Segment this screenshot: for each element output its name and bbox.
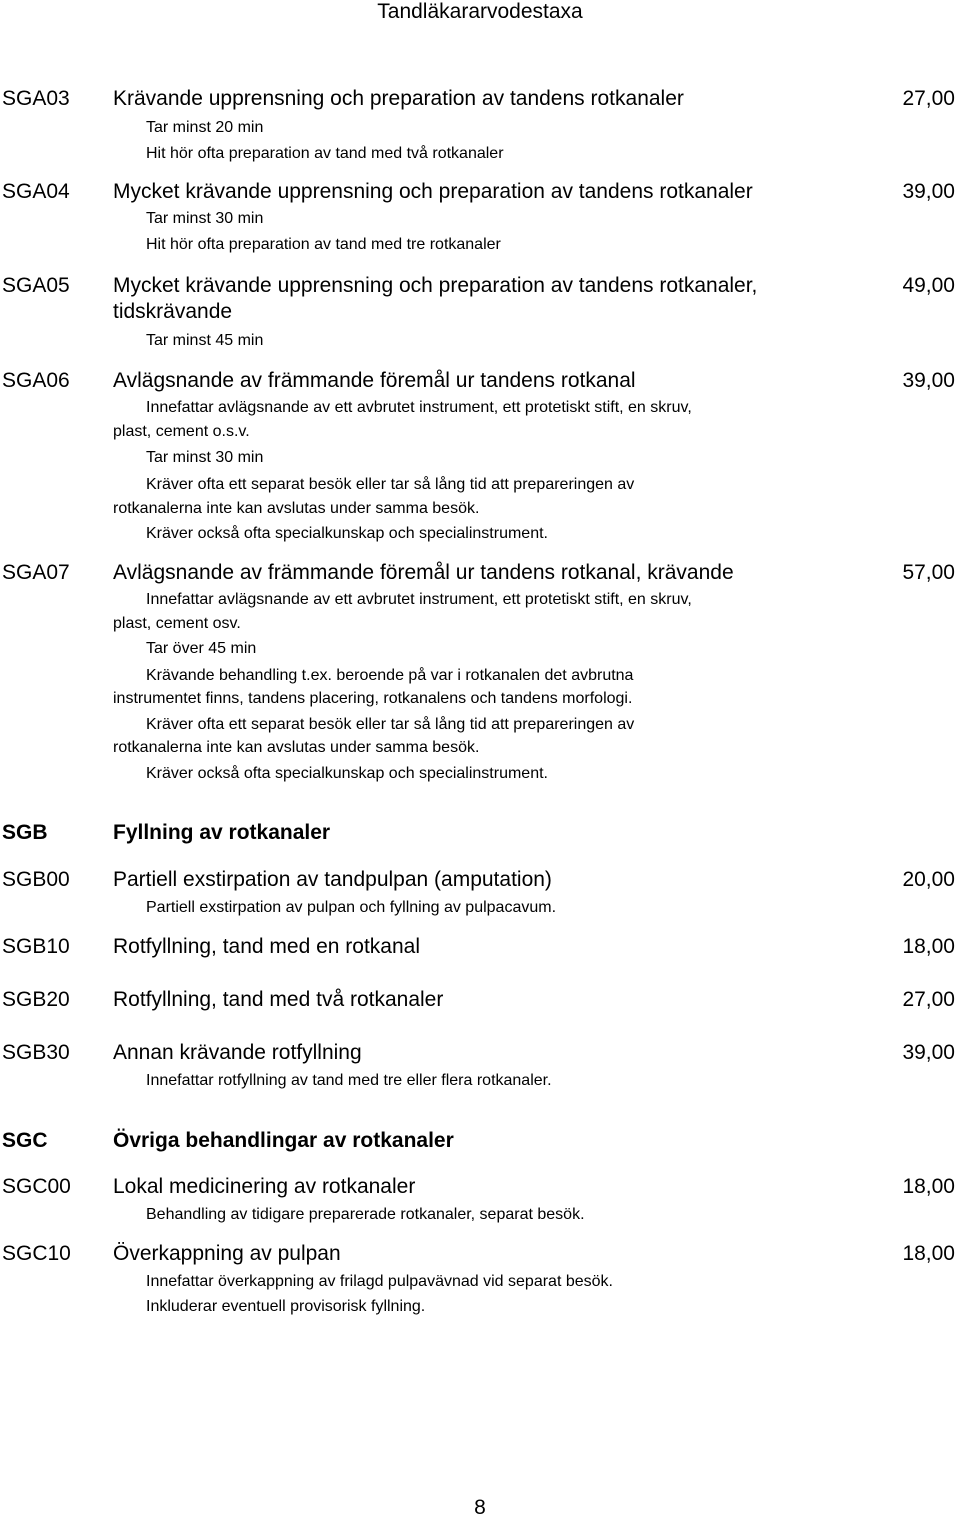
procedure-note: rotkanalerna inte kan avslutas under samma besök. <box>113 739 480 756</box>
procedure-price: 27,00 <box>902 87 955 110</box>
procedure-code: SGA04 <box>2 180 70 203</box>
procedure-title: Lokal medicinering av rotkanaler <box>113 1175 416 1198</box>
procedure-note: Tar över 45 min <box>146 640 257 657</box>
procedure-note: Innefattar överkappning av frilagd pulpavävnad vid separat besök. <box>146 1273 613 1290</box>
procedure-note: Innefattar avlägsnande av ett avbrutet instrument, ett protetiskt stift, en skruv, <box>146 591 692 608</box>
page-header: Tandläkararvodestaxa <box>377 0 583 23</box>
page-number: 8 <box>474 1496 486 1519</box>
procedure-code: SGA03 <box>2 87 70 110</box>
procedure-note: Innefattar rotfyllning av tand med tre eller flera rotkanaler. <box>146 1072 552 1089</box>
procedure-title: Mycket krävande upprensning och preparation av tandens rotkanaler, <box>113 274 758 297</box>
procedure-note: Tar minst 30 min <box>146 210 264 227</box>
procedure-price: 18,00 <box>902 935 955 958</box>
procedure-code: SGA07 <box>2 561 70 584</box>
procedure-note: Tar minst 30 min <box>146 449 264 466</box>
procedure-title-continued: tidskrävande <box>113 300 233 323</box>
procedure-note: Kräver också ofta specialkunskap och specialinstrument. <box>146 765 548 782</box>
section-title: Fyllning av rotkanaler <box>113 821 331 844</box>
procedure-price: 27,00 <box>902 988 955 1011</box>
procedure-note: Kräver också ofta specialkunskap och specialinstrument. <box>146 525 548 542</box>
procedure-note: Krävande behandling t.ex. beroende på var i rotkanalen det avbrutna <box>146 667 634 684</box>
procedure-price: 18,00 <box>902 1242 955 1265</box>
procedure-price: 39,00 <box>902 1041 955 1064</box>
procedure-code: SGB30 <box>2 1041 70 1064</box>
procedure-title: Rotfyllning, tand med två rotkanaler <box>113 988 444 1011</box>
procedure-note: Partiell exstirpation av pulpan och fyllning av pulpacavum. <box>146 899 557 916</box>
procedure-note: Innefattar avlägsnande av ett avbrutet instrument, ett protetiskt stift, en skruv, <box>146 399 692 416</box>
procedure-note: Inkluderar eventuell provisorisk fyllning. <box>146 1298 426 1315</box>
procedure-note: Hit hör ofta preparation av tand med två rotkanaler <box>146 145 504 162</box>
procedure-note: Behandling av tidigare preparerade rotkanaler, separat besök. <box>146 1206 585 1223</box>
procedure-code: SGC00 <box>2 1175 71 1198</box>
procedure-price: 57,00 <box>902 561 955 584</box>
procedure-price: 39,00 <box>902 180 955 203</box>
procedure-code: SGA06 <box>2 369 70 392</box>
procedure-title: Avlägsnande av främmande föremål ur tandens rotkanal, krävande <box>113 561 734 584</box>
procedure-price: 18,00 <box>902 1175 955 1198</box>
procedure-title: Krävande upprensning och preparation av tandens rotkanaler <box>113 87 684 110</box>
procedure-code: SGA05 <box>2 274 70 297</box>
section-code: SGC <box>2 1129 48 1152</box>
procedure-note: Kräver ofta ett separat besök eller tar så lång tid att prepareringen av <box>146 476 635 493</box>
procedure-title: Mycket krävande upprensning och preparation av tandens rotkanaler <box>113 180 753 203</box>
procedure-code: SGC10 <box>2 1242 71 1265</box>
procedure-note: Tar minst 20 min <box>146 119 264 136</box>
procedure-title: Rotfyllning, tand med en rotkanal <box>113 935 421 958</box>
procedure-note: Kräver ofta ett separat besök eller tar så lång tid att prepareringen av <box>146 716 635 733</box>
procedure-note: plast, cement o.s.v. <box>113 423 250 440</box>
procedure-price: 49,00 <box>902 274 955 297</box>
section-code: SGB <box>2 821 48 844</box>
procedure-price: 20,00 <box>902 868 955 891</box>
procedure-code: SGB00 <box>2 868 70 891</box>
procedure-title: Annan krävande rotfyllning <box>113 1041 362 1064</box>
section-title: Övriga behandlingar av rotkanaler <box>113 1129 454 1152</box>
procedure-note: instrumentet finns, tandens placering, rotkanalens och tandens morfologi. <box>113 690 633 707</box>
procedure-note: plast, cement osv. <box>113 615 241 632</box>
procedure-title: Avlägsnande av främmande föremål ur tandens rotkanal <box>113 369 636 392</box>
procedure-note: rotkanalerna inte kan avslutas under samma besök. <box>113 500 480 517</box>
procedure-title: Överkappning av pulpan <box>113 1242 341 1265</box>
procedure-title: Partiell exstirpation av tandpulpan (amputation) <box>113 868 552 891</box>
procedure-price: 39,00 <box>902 369 955 392</box>
procedure-code: SGB10 <box>2 935 70 958</box>
procedure-note: Tar minst 45 min <box>146 332 264 349</box>
procedure-note: Hit hör ofta preparation av tand med tre rotkanaler <box>146 236 501 253</box>
procedure-code: SGB20 <box>2 988 70 1011</box>
